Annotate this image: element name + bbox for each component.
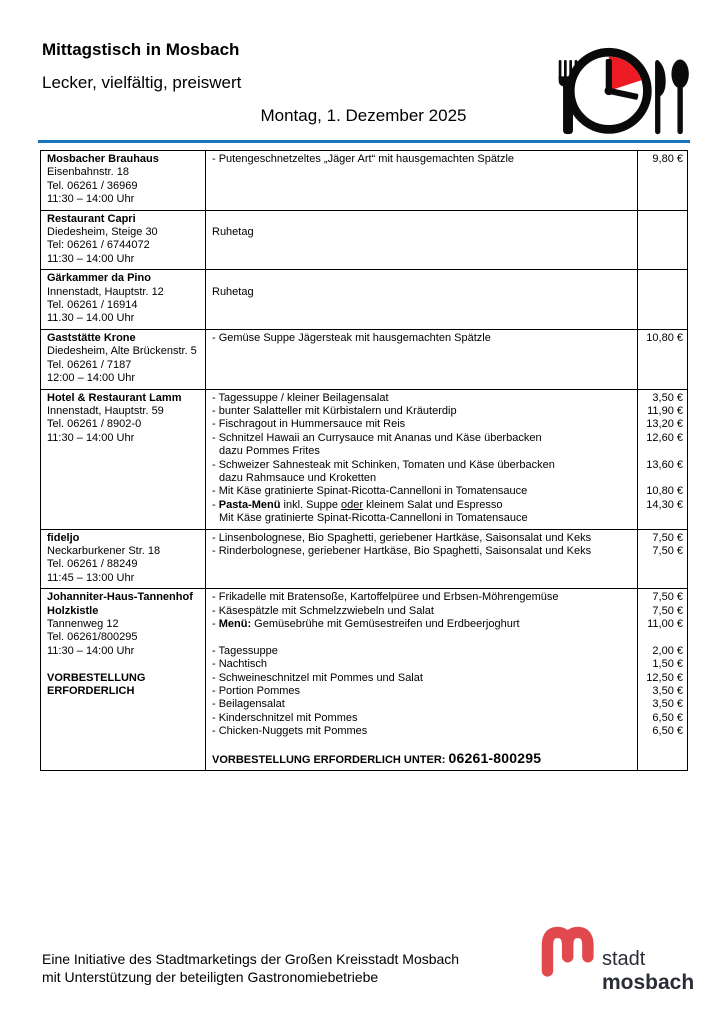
- price-line: 6,50 €: [652, 725, 683, 738]
- menu-text: dazu Rahmsauce und Kroketten: [219, 471, 377, 484]
- menu-text: Menü:: [218, 618, 252, 630]
- restaurant-detail: Innenstadt, Hauptstr. 12: [47, 285, 164, 298]
- menu-text: - Tagessuppe: [212, 644, 278, 657]
- restaurant-info-cell: [41, 529, 206, 589]
- restaurant-detail: Tel. 06261 / 16914: [47, 299, 138, 312]
- restaurant-detail: Tel. 06261 / 8902-0: [47, 418, 142, 431]
- menu-text: - Rinderbolognese, geriebener Hartkäse, Bio Spaghetti, Saisonsalat und Keks: [212, 544, 592, 557]
- price-cell: [638, 529, 688, 589]
- menu-line: [212, 213, 631, 226]
- menu-line: [212, 272, 631, 285]
- menu-cell: [206, 589, 638, 771]
- menu-line: [212, 418, 631, 431]
- price-line: 12,50 €: [646, 671, 683, 684]
- restaurant-info-cell: [41, 589, 206, 771]
- restaurant-detail: Eisenbahnstr. 18: [47, 166, 129, 179]
- restaurant-detail: 11:30 – 14:00 Uhr: [47, 252, 135, 265]
- price-line: 1,50 €: [652, 658, 683, 671]
- menu-line: [212, 658, 631, 671]
- menu-line: [212, 432, 631, 445]
- price-line: 11,90 €: [647, 404, 683, 417]
- restaurant-row: [41, 329, 688, 389]
- restaurant-note: VORBESTELLUNG: [47, 671, 146, 684]
- menu-text: -: [212, 618, 219, 630]
- spacer-line: [47, 658, 199, 671]
- restaurant-info-cell: [41, 389, 206, 529]
- restaurant-info-cell: [41, 210, 206, 270]
- restaurant-name: Gärkammer da Pino: [47, 272, 151, 285]
- menu-text: - Fischragout in Hummersauce mit Reis: [212, 418, 406, 431]
- menu-text: Gemüsebrühe mit Gemüsestreifen und Erdbeerjoghurt: [251, 618, 520, 630]
- menu-text: - Nachtisch: [212, 658, 268, 671]
- spoon-icon: [671, 60, 688, 135]
- date-line: Montag, 1. Dezember 2025: [260, 106, 467, 125]
- price-line: [640, 226, 683, 239]
- menu-text: - Schweineschnitzel mit Pommes und Salat: [212, 671, 423, 684]
- price-line: [640, 272, 683, 285]
- price-cell: [638, 270, 688, 330]
- price-line: 9,80 €: [652, 153, 683, 165]
- restaurant-detail: Diedesheim, Steige 30: [47, 226, 158, 239]
- restaurant-name: Gaststätte Krone: [47, 331, 136, 344]
- price-line: 7,50 €: [652, 604, 683, 617]
- restaurant-name: Holzkistle: [47, 604, 99, 617]
- stadt-mosbach-logo: [536, 903, 696, 1013]
- restaurant-detail: Tel. 06261 / 88249: [47, 558, 138, 571]
- menu-line: [212, 472, 631, 485]
- price-line: 13,20 €: [646, 418, 683, 431]
- menu-text: - Linsenbolognese, Bio Spaghetti, geriebener Hartkäse, Saisonsalat und Keks: [212, 531, 592, 544]
- restaurant-row: [41, 529, 688, 589]
- price-line: [640, 512, 683, 525]
- price-line: 3,50 €: [652, 685, 683, 698]
- restaurant-row: [41, 210, 688, 270]
- menu-line: [212, 459, 631, 472]
- menu-text: - Tagessuppe / kleiner Beilagensalat: [212, 391, 389, 404]
- menu-line: [212, 698, 631, 711]
- restaurant-row: [41, 270, 688, 330]
- menu-text: dazu Pommes Frites: [219, 445, 320, 458]
- restaurant-info-cell: [41, 270, 206, 330]
- menu-text: 06261-800295: [448, 750, 542, 767]
- clock-plate-icon: [570, 52, 647, 129]
- menu-text: - Chicken-Nuggets mit Pommes: [212, 725, 368, 738]
- logo-stadt-text: stadt: [602, 948, 646, 970]
- menu-text: inkl. Suppe: [280, 498, 342, 511]
- menu-line: [212, 605, 631, 618]
- restaurant-detail: 11:30 – 14:00 Uhr: [47, 644, 135, 657]
- price-line: [640, 445, 683, 458]
- menu-line: [212, 725, 631, 738]
- restaurant-row: [41, 151, 688, 211]
- restaurant-detail: Tel. 06261/800295: [47, 631, 138, 644]
- menu-cell: [206, 151, 638, 211]
- restaurant-name: Mosbacher Brauhaus: [47, 153, 159, 165]
- menu-text: Ruhetag: [212, 226, 254, 239]
- knife-icon: [655, 60, 666, 134]
- menu-text: Mit Käse gratinierte Spinat-Ricotta-Cannelloni in Tomatensauce: [219, 512, 528, 525]
- menu-cell: [206, 270, 638, 330]
- price-line: 7,50 €: [652, 591, 683, 604]
- menu-line: [212, 153, 631, 166]
- menu-text: - Gemüse Suppe Jägersteak mit hausgemachten Spätzle: [212, 331, 491, 344]
- restaurant-detail: Innenstadt, Hauptstr. 59: [47, 404, 164, 417]
- restaurant-note: ERFORDERLICH: [47, 685, 135, 698]
- menu-line: [212, 712, 631, 725]
- price-line: 10,80 €: [646, 485, 683, 498]
- restaurant-info-cell: [41, 329, 206, 389]
- restaurant-row: [41, 589, 688, 771]
- page-title: Mittagstisch in Mosbach: [42, 40, 240, 59]
- restaurant-info-cell: [41, 151, 206, 211]
- restaurant-row: [41, 389, 688, 529]
- price-cell: [638, 329, 688, 389]
- restaurant-detail: 11.30 – 14.00 Uhr: [47, 312, 135, 325]
- menu-text: - Käsespätzle mit Schmelzzwiebeln und Salat: [212, 604, 434, 617]
- menu-table: [40, 150, 688, 771]
- menu-table-body: [41, 151, 688, 771]
- menu-line: [212, 499, 631, 512]
- restaurant-detail: Tel: 06261 / 6744072: [47, 239, 150, 252]
- menu-line: [212, 685, 631, 698]
- price-line: 14,30 €: [646, 498, 683, 511]
- price-cell: [638, 389, 688, 529]
- menu-line: [212, 591, 631, 604]
- price-line: [640, 752, 683, 765]
- menu-text: - bunter Salatteller mit Kürbistalern und Kräuterdip: [212, 404, 457, 417]
- menu-line: [212, 226, 631, 239]
- menu-line: [212, 445, 631, 458]
- logo-m-icon: [536, 921, 598, 983]
- menu-line: [212, 545, 631, 558]
- logo-mosbach-text: mosbach: [602, 971, 695, 994]
- restaurant-detail: 11:30 – 14:00 Uhr: [47, 193, 135, 206]
- price-line: 13,60 €: [646, 458, 683, 471]
- menu-text: Pasta-Menü: [218, 498, 281, 511]
- price-line: [640, 739, 683, 752]
- menu-text: - Beilagensalat: [212, 698, 285, 711]
- menu-line: [212, 332, 631, 345]
- price-line: 6,50 €: [652, 711, 683, 724]
- menu-line: [212, 405, 631, 418]
- price-cell: [638, 151, 688, 211]
- restaurant-detail: Tel. 06261 / 7187: [47, 358, 132, 371]
- price-line: 3,50 €: [652, 391, 683, 404]
- menu-line: [212, 532, 631, 545]
- menu-text: -: [212, 498, 219, 511]
- price-line: 10,80 €: [646, 331, 683, 344]
- footer-line1: Eine Initiative des Stadtmarketings der Großen Kreisstadt Mosbach: [42, 951, 460, 967]
- restaurant-detail: 11:45 – 13:00 Uhr: [47, 571, 135, 584]
- menu-text: - Kinderschnitzel mit Pommes: [212, 711, 358, 724]
- menu-text: VORBESTELLUNG ERFORDERLICH UNTER:: [212, 754, 449, 767]
- menu-text: - Schnitzel Hawaii an Currysauce mit Ananas und Käse überbacken: [212, 431, 542, 444]
- menu-cell: [206, 389, 638, 529]
- restaurant-detail: Diedesheim, Alte Brückenstr. 5: [47, 345, 197, 358]
- price-line: [640, 286, 683, 299]
- restaurant-detail: 11:30 – 14:00 Uhr: [47, 431, 135, 444]
- menu-line: [212, 645, 631, 658]
- menu-text: - Frikadelle mit Bratensoße, Kartoffelpüree und Erbsen-Möhrengemüse: [212, 591, 559, 604]
- menu-line: [212, 672, 631, 685]
- menu-text: - Putengeschnetzeltes „Jäger Art“ mit hausgemachten Spätzle: [212, 153, 515, 165]
- menu-line: [212, 286, 631, 299]
- menu-text: kleinem Salat und Espresso: [363, 498, 503, 511]
- restaurant-detail: Tannenweg 12: [47, 618, 119, 630]
- price-cell: [638, 210, 688, 270]
- price-line: 7,50 €: [652, 531, 683, 544]
- price-line: 11,00 €: [647, 618, 683, 630]
- menu-text: oder: [341, 498, 364, 511]
- menu-line: [212, 512, 631, 525]
- price-line: 2,00 €: [652, 644, 683, 657]
- price-line: [640, 213, 683, 226]
- page-subtitle: Lecker, vielfältig, preiswert: [42, 73, 242, 92]
- price-cell: [638, 589, 688, 771]
- menu-cell: [206, 210, 638, 270]
- restaurant-name: fideljo: [47, 531, 80, 544]
- price-line: [640, 631, 683, 644]
- menu-line: [212, 485, 631, 498]
- restaurant-detail: Neckarburkener Str. 18: [47, 544, 161, 557]
- menu-line: [212, 618, 631, 631]
- plate-clock-cutlery-icon: [512, 33, 696, 139]
- restaurant-detail: 12:00 – 14:00 Uhr: [47, 372, 136, 385]
- menu-cell: [206, 529, 638, 589]
- price-line: [640, 472, 683, 485]
- menu-line: [212, 752, 631, 767]
- menu-line: [212, 739, 631, 752]
- header-divider: [38, 140, 690, 143]
- menu-line: [212, 631, 631, 644]
- footer-line2: mit Unterstützung der beteiligten Gastronomiebetriebe: [42, 969, 379, 985]
- footer: [42, 950, 459, 986]
- menu-text: - Mit Käse gratinierte Spinat-Ricotta-Cannelloni in Tomatensauce: [212, 485, 528, 498]
- price-line: 7,50 €: [652, 544, 683, 557]
- price-line: 12,60 €: [646, 431, 683, 444]
- menu-text: Ruhetag: [212, 285, 254, 298]
- price-line: 3,50 €: [652, 698, 683, 711]
- menu-cell: [206, 329, 638, 389]
- menu-line: [212, 392, 631, 405]
- menu-text: - Schweizer Sahnesteak mit Schinken, Tomaten und Käse überbacken: [212, 458, 555, 471]
- menu-text: - Portion Pommes: [212, 685, 301, 698]
- restaurant-name: Hotel & Restaurant Lamm: [47, 391, 182, 404]
- restaurant-name: Johanniter-Haus-Tannenhof: [47, 591, 193, 604]
- restaurant-detail: Tel. 06261 / 36969: [47, 179, 138, 192]
- restaurant-name: Restaurant Capri: [47, 212, 136, 225]
